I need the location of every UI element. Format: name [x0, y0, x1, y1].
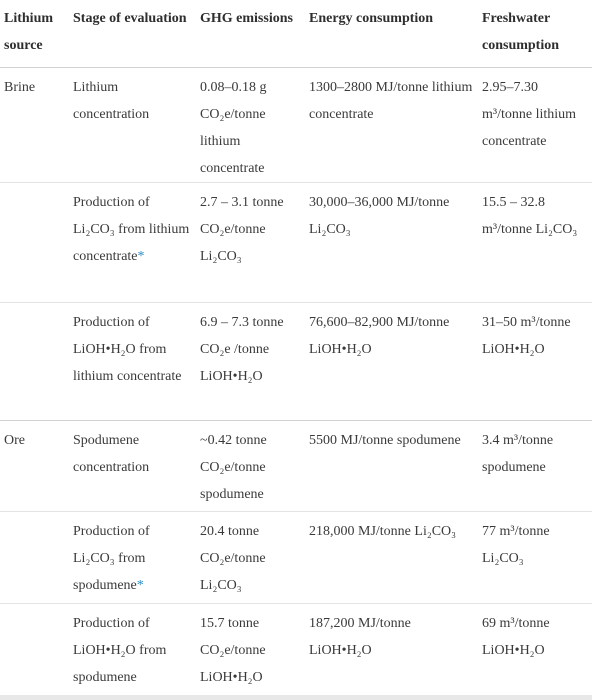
cell-source: Ore	[4, 433, 25, 448]
cell-energy: 30,000–36,000 MJ/tonne Li₂CO₃	[309, 195, 450, 237]
cell-stage-text: Production of Li₂CO₃ from spodumene	[73, 524, 150, 593]
cell-water: 3.4 m³/tonne spodumene	[482, 433, 554, 475]
table-row	[0, 183, 592, 303]
cell-stage: Spodumene concentration	[73, 433, 150, 475]
header-freshwater-consumption: Freshwater consumption	[482, 11, 560, 53]
footnote-marker[interactable]: *	[136, 578, 144, 593]
cell-stage	[73, 518, 191, 599]
cell-energy: 5500 MJ/tonne spodumene	[309, 433, 461, 448]
cell-energy: 76,600–82,900 MJ/tonne LiOH•H₂O	[309, 315, 450, 357]
cell-water: 69 m³/tonne LiOH•H₂O	[482, 616, 550, 658]
cell-energy: 218,000 MJ/tonne Li₂CO₃	[309, 524, 457, 539]
cell-ghg: 6.9 – 7.3 tonne CO₂e /tonne LiOH•H₂O	[200, 315, 284, 384]
table-header-row	[0, 0, 592, 68]
header-stage-of-evaluation: Stage of evaluation	[73, 11, 187, 26]
cell-stage	[73, 189, 191, 270]
cell-stage-text: Production of Li₂CO₃ from lithium concentrate	[73, 195, 190, 264]
header-energy-consumption: Energy consumption	[309, 11, 434, 26]
cell-energy: 1300–2800 MJ/tonne lithium concentrate	[309, 80, 473, 122]
table-row	[0, 421, 592, 512]
horizontal-scrollbar[interactable]	[0, 695, 592, 700]
cell-source: Brine	[4, 80, 36, 95]
header-lithium-source: Lithium source	[4, 11, 54, 53]
cell-ghg: 15.7 tonne CO₂e/tonne LiOH•H₂O	[200, 616, 266, 685]
table-row	[0, 604, 592, 695]
cell-water: 2.95–7.30 m³/tonne lithium concentrate	[482, 80, 577, 149]
footnote-marker[interactable]: *	[137, 249, 145, 264]
cell-stage: Production of LiOH•H₂O from spodumene	[73, 616, 167, 685]
cell-ghg: 0.08–0.18 g CO₂e/tonne lithium concentrate	[200, 80, 267, 176]
cell-energy: 187,200 MJ/tonne LiOH•H₂O	[309, 616, 411, 658]
table-row	[0, 303, 592, 421]
cell-water: 77 m³/tonne Li₂CO₃	[482, 524, 550, 566]
cell-ghg: 20.4 tonne CO₂e/tonne Li₂CO₃	[200, 524, 266, 593]
table-row	[0, 512, 592, 604]
cell-stage: Lithium concentration	[73, 80, 150, 122]
cell-ghg: ~0.42 tonne CO₂e/tonne spodumene	[200, 433, 267, 502]
cell-water: 15.5 – 32.8 m³/tonne Li₂CO₃	[482, 195, 578, 237]
table-row	[0, 68, 592, 183]
cell-stage: Production of LiOH•H₂O from lithium concentrate	[73, 315, 182, 384]
cell-ghg: 2.7 – 3.1 tonne CO₂e/tonne Li₂CO₃	[200, 195, 284, 264]
header-ghg-emissions: GHG emissions	[200, 11, 293, 26]
cell-water: 31–50 m³/tonne LiOH•H₂O	[482, 315, 571, 357]
